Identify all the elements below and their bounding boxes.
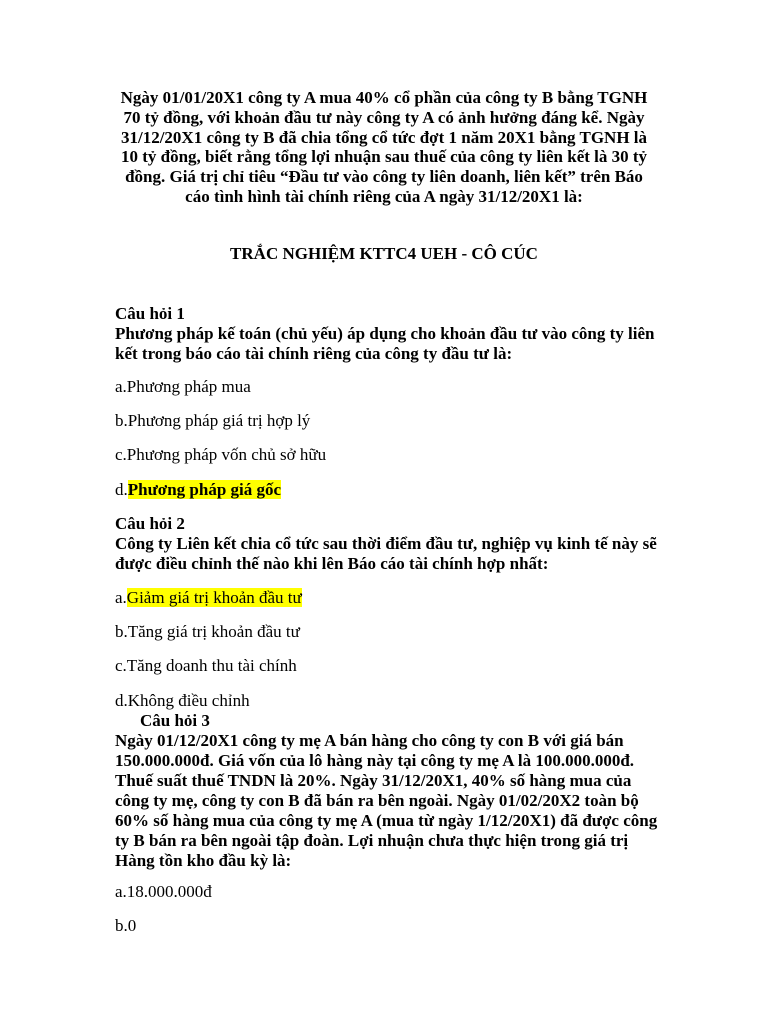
option-prefix: a. [115,588,127,607]
question-1-text: Phương pháp kế toán (chủ yếu) áp dụng cho khoản đầu tư vào công ty liên kết trong báo cáo tài chính riêng của công ty đầu tư là: [115,324,655,363]
question-1-label: Câu hỏi 1 [115,304,185,323]
question-2-label: Câu hỏi 2 [115,514,185,533]
option-text: Không điều chỉnh [127,691,250,710]
q1-option-c [115,445,660,465]
question-1 [115,304,660,364]
option-text: Phương pháp vốn chủ sở hữu [126,445,327,464]
question-2 [115,514,660,574]
option-prefix: d. [115,691,128,710]
q1-option-b [115,411,660,431]
q3-option-a [115,882,660,902]
option-prefix: b. [115,916,128,935]
q2-option-a [115,588,660,608]
option-prefix: d. [115,480,128,499]
document-title: TRẮC NGHIỆM KTTC4 UEH - CÔ CÚC [230,244,538,263]
intro-question: Ngày 01/01/20X1 công ty A mua 40% cổ phần của công ty B bằng TGNH 70 tỷ đồng, với khoản đầu tư này công ty A có ảnh hưởng đáng kể. Ngày 31/12/20X1 công ty B đã chia tổng cổ tức đợt 1 năm 20X1 bằng TGNH là 10 tỷ đồng, biết rằng tổng lợi nhuận sau thuế của công ty liên kết là 30 tỷ đồng. Giá trị chỉ tiêu “Đầu tư vào công ty liên doanh, liên kết” trên Báo cáo tình hình tài chính riêng của A ngày 31/12/20X1 là: [120,88,648,206]
option-text: Phương pháp giá trị hợp lý [127,411,311,430]
q2-option-b [115,622,660,642]
option-prefix: c. [115,656,127,675]
question-2-text: Công ty Liên kết chia cổ tức sau thời điểm đầu tư, nghiệp vụ kinh tế này sẽ được điều chỉnh thế nào khi lên Báo cáo tài chính hợp nhất: [115,534,657,573]
q2-option-c [115,656,660,676]
q1-option-a [115,377,660,397]
option-prefix: a. [115,377,127,396]
option-text-highlighted: Phương pháp giá gốc [127,480,282,499]
option-text: Phương pháp mua [126,377,251,396]
question-3 [115,711,660,871]
option-text-highlighted: Giảm giá trị khoản đầu tư [126,588,302,607]
option-text: 18.000.000đ [126,882,212,901]
option-text: Tăng giá trị khoản đầu tư [127,622,300,641]
q3-option-b [115,916,660,936]
q2-option-d [115,691,660,711]
question-3-label: Câu hỏi 3 [140,711,210,730]
question-3-text: Ngày 01/12/20X1 công ty mẹ A bán hàng cho công ty con B với giá bán 150.000.000đ. Giá vốn của lô hàng này tại công ty mẹ A là 100.000.000đ. Thuế suất thuế TNDN là 20%. Ngày 31/12/20X1, 40% số hàng mua của công ty mẹ, công ty con B đã bán ra bên ngoài. Ngày 01/02/20X2 toàn bộ 60% số hàng mua của công ty mẹ A (mua từ ngày 1/12/20X1) đã được công ty B bán ra bên ngoài tập đoàn. Lợi nhuận chưa thực hiện trong giá trị Hàng tồn kho đầu kỳ là: [115,731,658,870]
option-prefix: b. [115,622,128,641]
option-prefix: b. [115,411,128,430]
option-text: Tăng doanh thu tài chính [126,656,297,675]
option-text: 0 [127,916,137,935]
option-prefix: c. [115,445,127,464]
q1-option-d [115,480,660,500]
option-prefix: a. [115,882,127,901]
